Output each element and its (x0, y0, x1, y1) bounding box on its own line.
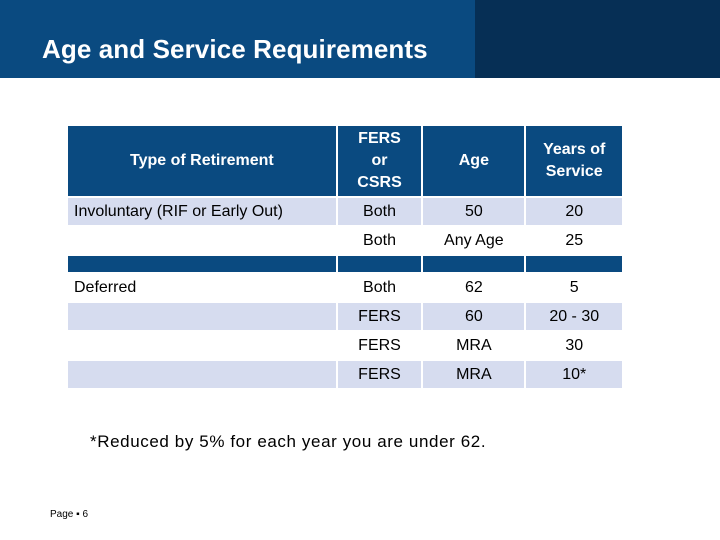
separator-cell (526, 256, 624, 274)
cell-age: MRA (423, 361, 526, 390)
cell-type: Deferred (68, 274, 338, 303)
cell-years: 20 (526, 198, 624, 227)
cell-years: 5 (526, 274, 624, 303)
separator-cell (338, 256, 424, 274)
cell-type (68, 303, 338, 332)
footnote: *Reduced by 5% for each year you are under 62. (90, 432, 487, 451)
cell-system: Both (338, 227, 424, 256)
cell-age: 62 (423, 274, 526, 303)
requirements-table (68, 126, 624, 390)
cell-type: Involuntary (RIF or Early Out) (68, 198, 338, 227)
cell-age: 60 (423, 303, 526, 332)
cell-system: Both (338, 198, 424, 227)
separator-cell (68, 256, 338, 274)
table-row (68, 274, 624, 303)
column-header-years: Years of Service (526, 126, 624, 198)
cell-system: Both (338, 274, 424, 303)
cell-system: FERS (338, 361, 424, 390)
column-header-system: FERS or CSRS (338, 126, 424, 198)
table-header-row (68, 126, 624, 198)
cell-type (68, 332, 338, 361)
cell-age: Any Age (423, 227, 526, 256)
column-header-type: Type of Retirement (68, 126, 338, 198)
cell-years: 25 (526, 227, 624, 256)
column-header-age: Age (423, 126, 526, 198)
table-separator-row (68, 256, 624, 274)
page-number: Page ▪ 6 (50, 509, 89, 520)
cell-years: 20 - 30 (526, 303, 624, 332)
page-title: Age and Service Requirements (42, 34, 428, 64)
cell-years: 30 (526, 332, 624, 361)
table-row (68, 303, 624, 332)
cell-type (68, 361, 338, 390)
cell-age: 50 (423, 198, 526, 227)
cell-system: FERS (338, 303, 424, 332)
cell-age: MRA (423, 332, 526, 361)
cell-years: 10* (526, 361, 624, 390)
separator-cell (423, 256, 526, 274)
cell-type (68, 227, 338, 256)
cell-system: FERS (338, 332, 424, 361)
table-row (68, 361, 624, 390)
table-row (68, 198, 624, 227)
table-row (68, 227, 624, 256)
table-row (68, 332, 624, 361)
